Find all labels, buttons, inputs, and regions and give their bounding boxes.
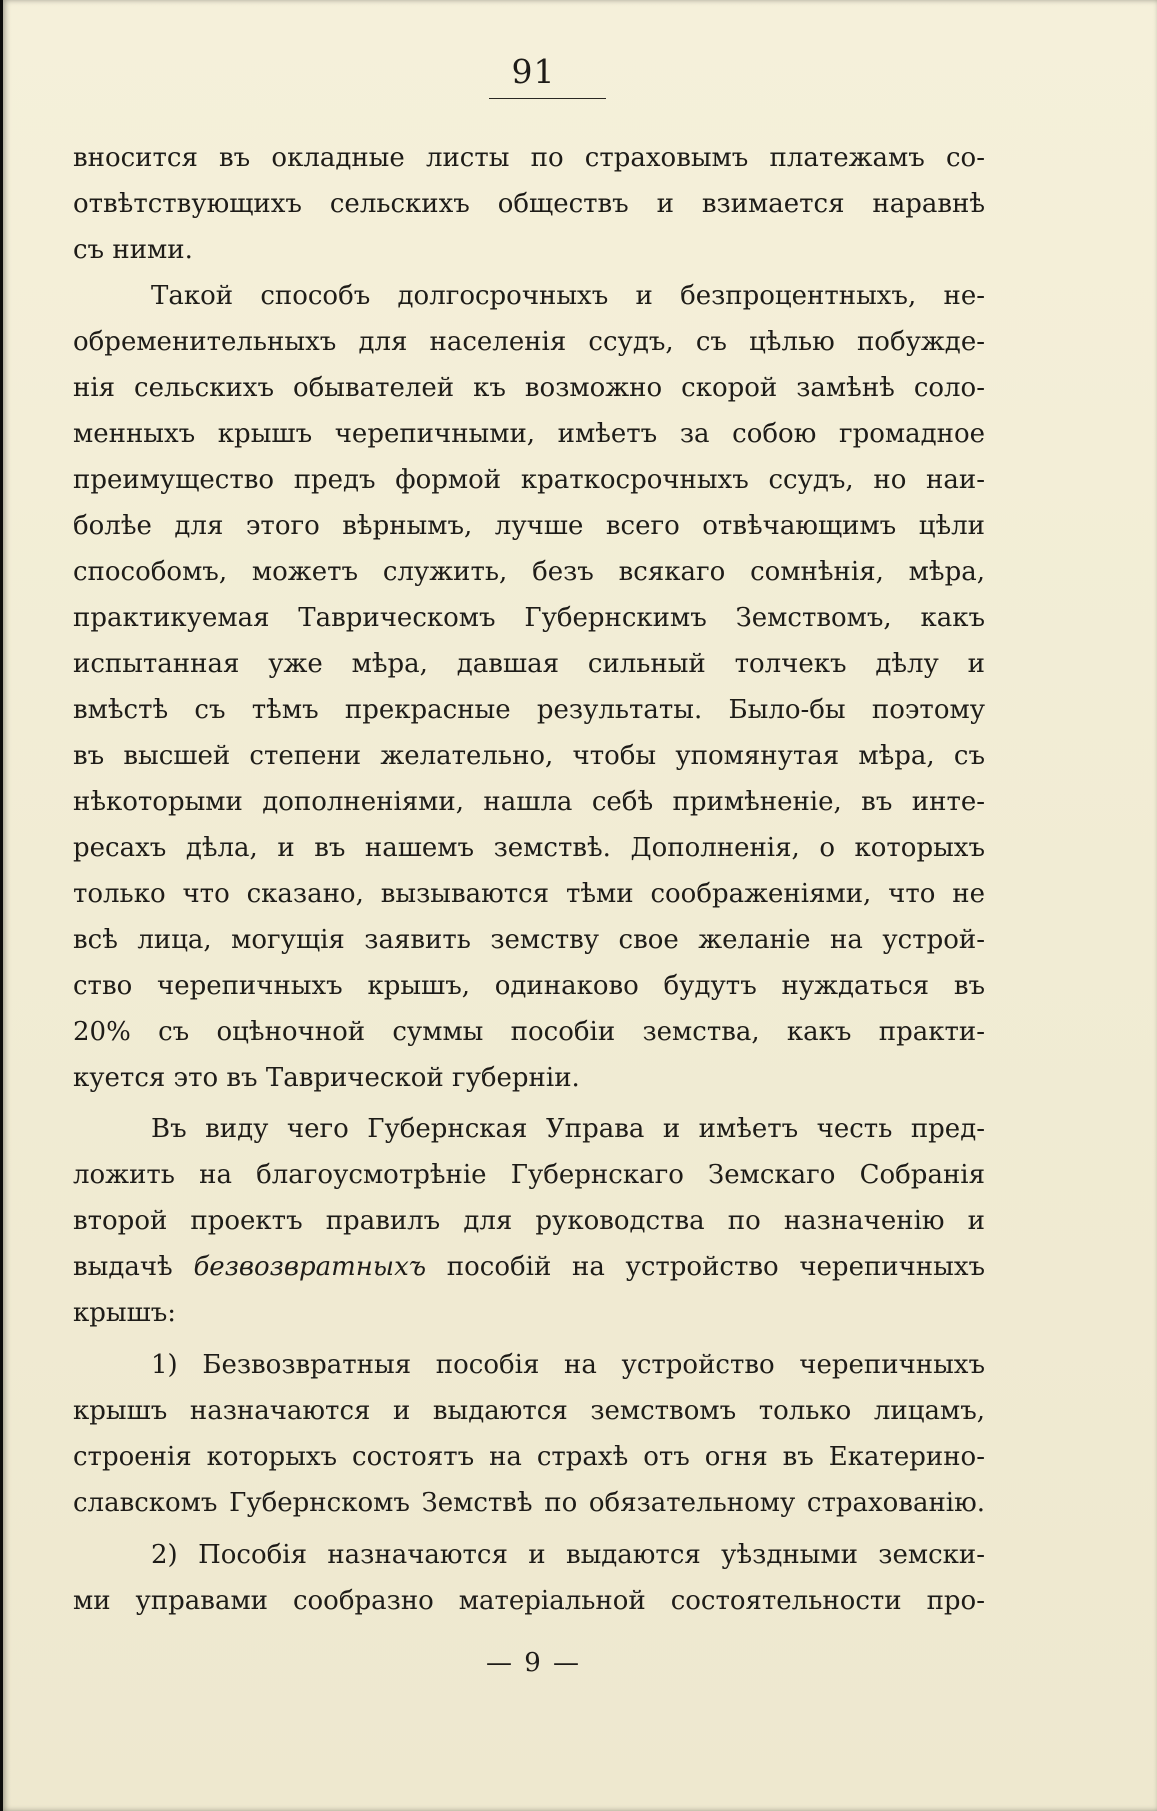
document-page — [3, 0, 1157, 1811]
text-line: ложить на благоусмотрѣніе Губернскаго Земскаго Собранія — [73, 1160, 985, 1190]
text-line: Въ виду чего Губернская Управа и имѣетъ честь пред- — [151, 1114, 985, 1144]
page-number: 91 — [511, 52, 556, 91]
page-number-rule — [489, 98, 606, 99]
text-line: нѣкоторыми дополненіями, нашла себѣ примѣненіе, въ инте- — [73, 787, 985, 817]
text-line: славскомъ Губернскомъ Земствѣ по обязательному страхованію. — [73, 1488, 985, 1518]
text-line: строенія которыхъ состоятъ на страхѣ отъ огня въ Екатерино- — [73, 1442, 985, 1472]
text-run: выдачѣ — [73, 1252, 173, 1282]
text-line: ресахъ дѣла, и въ нашемъ земствѣ. Дополненія, о которыхъ — [73, 833, 985, 863]
text-line: вносится въ окладные листы по страховымъ платежамъ со- — [73, 143, 985, 173]
text-line: нія сельскихъ обывателей къ возможно скорой замѣнѣ соло- — [73, 373, 985, 403]
text-line: практикуемая Таврическомъ Губернскимъ Земствомъ, какъ — [73, 603, 985, 633]
text-line: крышъ назначаются и выдаются земствомъ только лицамъ, — [73, 1396, 985, 1426]
text-line: куется это въ Таврической губерніи. — [73, 1063, 580, 1093]
text-line: менныхъ крышъ черепичными, имѣетъ за собою громадное — [73, 419, 985, 449]
italic-emphasis: безвозвратныхъ — [193, 1252, 427, 1282]
text-line: всѣ лица, могущія заявить земству свое желаніе на устрой- — [73, 925, 985, 955]
text-line: въ высшей степени желательно, чтобы упомянутая мѣра, съ — [73, 741, 985, 771]
text-line: 20% съ оцѣночной суммы пособіи земства, какъ практи- — [73, 1017, 985, 1047]
text-line: испытанная уже мѣра, давшая сильный толчекъ дѣлу и — [73, 649, 985, 679]
text-line: преимущество предъ формой краткосрочныхъ ссудъ, но наи- — [73, 465, 985, 495]
text-line: вмѣстѣ съ тѣмъ прекрасные результаты. Было-бы поэтому — [73, 695, 985, 725]
text-line: болѣе для этого вѣрнымъ, лучше всего отвѣчающимъ цѣли — [73, 511, 985, 541]
text-line: съ ними. — [73, 235, 193, 265]
text-line: только что сказано, вызываются тѣми соображеніями, что не — [73, 879, 985, 909]
text-line: отвѣтствующихъ сельскихъ обществъ и взимается наравнѣ — [73, 189, 985, 219]
text-run: пособій на устройство черепичныхъ — [446, 1252, 985, 1282]
text-line: 1) Безвозвратныя пособія на устройство черепичныхъ — [151, 1350, 985, 1380]
text-line: ми управами сообразно матеріальной состоятельности про- — [73, 1586, 985, 1616]
text-line: обременительныхъ для населенія ссудъ, съ цѣлью побужде- — [73, 327, 985, 357]
text-line: способомъ, можетъ служить, безъ всякаго сомнѣнія, мѣра, — [73, 557, 985, 587]
text-line: 2) Пособія назначаются и выдаются уѣздными земски- — [151, 1540, 985, 1570]
text-line: Такой способъ долгосрочныхъ и безпроцентныхъ, не- — [151, 281, 985, 311]
text-line: крышъ: — [73, 1298, 177, 1328]
signature-mark: — 9 — — [485, 1648, 582, 1678]
text-line-mixed — [73, 1244, 985, 1290]
text-line: ство черепичныхъ крышъ, одинаково будутъ нуждаться въ — [73, 971, 985, 1001]
text-line: второй проектъ правилъ для руководства по назначенію и — [73, 1206, 985, 1236]
